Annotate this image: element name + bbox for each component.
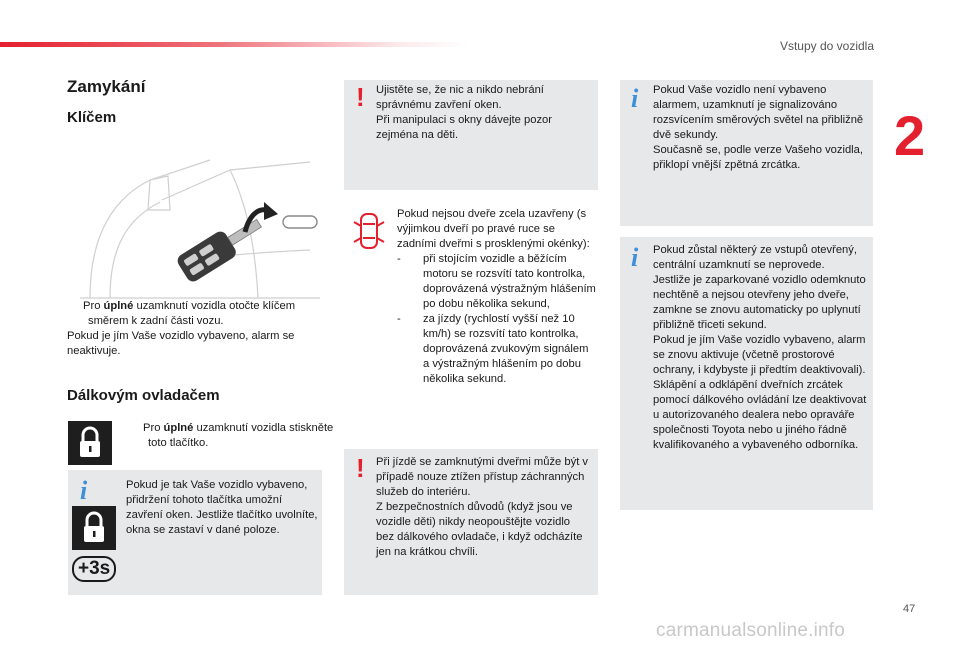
watermark: carmanualsonline.info xyxy=(656,620,846,641)
doors-intro: Pokud nejsou dveře zcela uzavřeny (s výjimkou dveří po pravé ruce se zadními dveřmi s prosklenými okénky): xyxy=(397,208,590,250)
key-heading: Klíčem xyxy=(67,109,117,126)
door-open-warning-icon xyxy=(352,210,386,252)
lock-button-icon xyxy=(72,506,116,550)
key-note: Pokud je jím Vaše vozidlo vybaveno, alarm se neaktivuje. xyxy=(67,330,295,357)
page-title: Zamykání xyxy=(67,77,146,96)
car-door-key-illustration xyxy=(80,140,320,300)
warning-windows-text: Ujistěte se, že nic a nikdo nebrání správnému zavření oken. Při manipulaci s okny dávejte pozor zejména na děti. xyxy=(376,84,552,141)
info-icon: i xyxy=(631,84,639,113)
remote-info-text: Pokud je tak Vaše vozidlo vybaveno, přidržení tohoto tlačítka umožní zavření oken. Jestliže tlačítko uvolníte, okna se zastaví v dané poloze. xyxy=(126,479,318,536)
hold-3s-badge: +3s xyxy=(72,556,116,582)
list-item: - při stojícím vozidle a běžícím motoru se rozsvítí tato kontrolka, doprovázená výstražným hlášením po dobu několika sekund, xyxy=(397,253,596,310)
warning-icon: ! xyxy=(356,453,365,483)
warning-icon: ! xyxy=(356,82,365,112)
list-item: - za jízdy (rychlostí vyšší než 10 km/h) se rozsvítí tato kontrolka, doprovázená zvukovým signálem a výstražným hlášením po dobu několika sekund. xyxy=(397,313,589,385)
section-title: Vstupy do vozidla xyxy=(779,39,874,53)
remote-heading: Dálkovým ovladačem xyxy=(67,387,220,404)
key-bullet: Pro úplné uzamknutí vozidla otočte klíčem směrem k zadní části vozu. Pokud je jím Vaše vozidlo vybaveno, alarm se neaktivuje. xyxy=(67,299,325,359)
info-icon: i xyxy=(80,476,88,505)
info-signal-text: Pokud Vaše vozidlo není vybaveno alarmem, uzamknutí je signalizováno rozsvícením směrových světel na přibližně dvě sekundy. Současně se, podle verze Vašeho vozidla, přiklopí vnější zpětná zrcátka. xyxy=(653,84,864,171)
remote-bullet: Pro úplné uzamknutí vozidla stiskněte toto tlačítko. xyxy=(143,422,334,449)
header-accent-bar xyxy=(0,42,470,47)
info-central-lock-text: Pokud zůstal některý ze vstupů otevřený, centrální uzamknutí se neprovede. Jestliže je zaparkované vozidlo odemknuto nechtěně a nejsou otevřeny jeho dveře, zamkne se znovu automaticky po uplynutí přibližně třiceti sekund. Pokud je jím Vaše vozidlo vybaveno, alarm se znovu aktivuje (včetně prostorové ochrany, i kdybyste ji předtím deaktivovali). Sklápění a odklápění dveřních zrcátek pomocí dálkového ovládání lze deaktivovat u autorizovaného dealera nebo opravářе společnosti Toyota nebo u jiného řádně kvalifikovaného a vybaveného odborníka. xyxy=(653,244,867,451)
chapter-number: 2 xyxy=(894,104,926,167)
info-icon: i xyxy=(631,243,639,272)
page-number: 47 xyxy=(903,603,916,615)
doors-open-block xyxy=(397,207,597,387)
lock-button-icon xyxy=(68,421,112,465)
warning-emergency-text: Při jízdě se zamknutými dveřmi může být v případě nouze ztížen přístup záchranných služeb do interiéru. Z bezpečnostních důvodů (když jsou ve vozidle děti) nikdy neopouštějte vozidlo bez dálkového ovladače, i když odcházíte jen na krátkou chvíli. xyxy=(376,456,588,558)
